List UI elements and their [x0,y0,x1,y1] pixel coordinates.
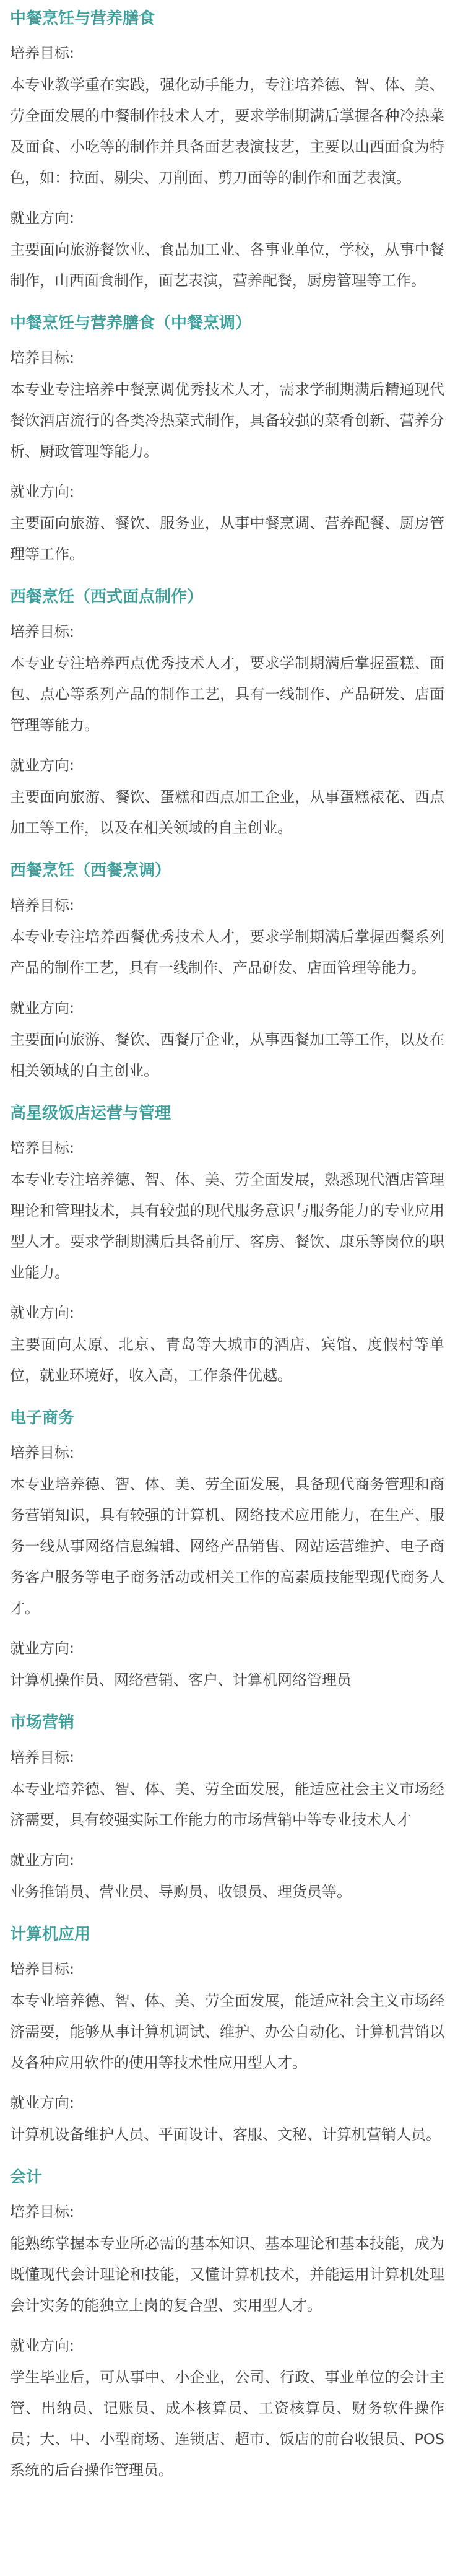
direction-label: 就业方向: [10,1852,75,1869]
direction-label: 就业方向: [10,2337,75,2354]
section-marketing [10,1704,444,1907]
section-title: 计算机应用 [10,1925,91,1944]
direction-text: 主要面向旅游、餐饮、西餐厅企业，从事西餐加工等工作，以及在相关领域的自主创业。 [10,1031,444,1079]
section-title: 市场营销 [10,1713,75,1732]
goal-label: 培养目标: [10,1139,75,1157]
direction-label: 就业方向: [10,483,75,500]
goal-text: 本专业培养德、智、体、美、劳全面发展，能适应社会主义市场经济需要，能够从事计算机调试、维护、办公自动化、计算机营销以及各种应用软件的使用等技术性应用型人才。 [10,1992,444,2071]
goal-text: 本专业专注培养西点优秀技术人才，要求学制期满后掌握蛋糕、面包、点心等系列产品的制作工艺，具有一线制作、产品研发、店面管理等能力。 [10,655,444,734]
goal-text: 能熟练掌握本专业所必需的基本知识、基本理论和基本技能，成为既懂现代会计理论和技能，又懂计算机技术，并能运用计算机处理会计实务的能独立上岗的复合型、实用型人才。 [10,2235,444,2314]
section-hotel-management [10,1095,444,1391]
direction-text: 主要面向太原、北京、青岛等大城市的酒店、宾馆、度假村等单位，就业环境好，收入高，工作条件优越。 [10,1336,444,1384]
section-title: 会计 [10,2168,43,2187]
direction-text: 计算机操作员、网络营销、客户、计算机网络管理员 [10,1671,352,1689]
direction-text: 主要面向旅游、餐饮、服务业，从事中餐烹调、营养配餐、厨房管理等工作。 [10,515,444,563]
goal-label: 培养目标: [10,1749,75,1766]
goal-text: 本专业培养德、智、体、美、劳全面发展，具备现代商务管理和商务营销知识，具有较强的计算机、网络技术应用能力，在生产、服务一线从事网络信息编辑、网络产品销售、网站运营维护、电子商务客户服务等电子商务活动或相关工作的高素质技能型现代商务人才。 [10,1476,444,1617]
direction-text: 主要面向旅游、餐饮、蛋糕和西点加工企业，从事蛋糕裱花、西点加工等工作，以及在相关领域的自主创业。 [10,788,444,837]
section-chinese-cooking [10,305,444,570]
direction-label: 就业方向: [10,1640,75,1657]
direction-label: 就业方向: [10,999,75,1017]
section-title: 西餐烹饪（西式面点制作） [10,588,204,606]
goal-label: 培养目标: [10,623,75,640]
section-chinese-cuisine-nutrition [10,0,444,296]
direction-label: 就业方向: [10,1304,75,1321]
goal-label: 培养目标: [10,45,75,62]
goal-text: 本专业专注培养中餐烹调优秀技术人才，需求学制期满后精通现代餐饮酒店流行的各类冷热菜式制作，具备较强的菜肴创新、营养分析、厨政管理等能力。 [10,381,444,460]
section-title: 高星级饭店运营与管理 [10,1104,171,1123]
direction-label: 就业方向: [10,757,75,774]
goal-label: 培养目标: [10,1960,75,1978]
section-title: 电子商务 [10,1409,75,1427]
goal-label: 培养目标: [10,349,75,367]
goal-text: 本专业专注培养德、智、体、美、劳全面发展，熟悉现代酒店管理理论和管理技术，具有较强的现代服务意识与服务能力的专业应用型人才。要求学制期满后具备前厅、客房、餐饮、康乐等岗位的职业能力。 [10,1171,444,1281]
section-title: 中餐烹饪与营养膳食 [10,9,155,28]
section-accounting [10,2159,444,2486]
section-e-commerce [10,1399,444,1695]
section-title: 中餐烹饪与营养膳食（中餐烹调） [10,314,252,333]
section-western-pastry [10,578,444,843]
direction-label: 就业方向: [10,209,75,227]
section-western-cooking [10,852,444,1086]
goal-text: 本专业专注培养西餐优秀技术人才，要求学制期满后掌握西餐系列产品的制作工艺，具有一线制作、产品研发、店面管理等能力。 [10,928,444,977]
direction-text: 学生毕业后，可从事中、小企业，公司、行政、事业单位的会计主管、出纳员、记账员、成本核算员、工资核算员、财务软件操作员；大、中、小型商场、连锁店、超市、饭店的前台收银员、POS 系统的后台操作管理员。 [10,2369,444,2479]
direction-text: 主要面向旅游餐饮业、食品加工业、各事业单位，学校，从事中餐制作，山西面食制作，面艺表演，营养配餐，厨房管理等工作。 [10,241,444,289]
direction-text: 业务推销员、营业员、导购员、收银员、理货员等。 [10,1883,352,1900]
goal-text: 本专业培养德、智、体、美、劳全面发展，能适应社会主义市场经济需要，具有较强实际工作能力的市场营销中等专业技术人才 [10,1780,444,1829]
goal-label: 培养目标: [10,1444,75,1461]
direction-text: 计算机设备维护人员、平面设计、客服、文秘、计算机营销人员。 [10,2126,441,2143]
section-title: 西餐烹饪（西餐烹调） [10,861,171,880]
direction-label: 就业方向: [10,2094,75,2112]
section-computer-application [10,1916,444,2150]
goal-label: 培养目标: [10,2203,75,2221]
goal-label: 培养目标: [10,897,75,914]
goal-text: 本专业教学重在实践，强化动手能力，专注培养德、智、体、美、劳全面发展的中餐制作技术人才，要求学制期满后掌握各种冷热菜及面食、小吃等的制作并具备面艺表演技艺，主要以山西面食为特色，如：拉面、剔尖、刀削面、剪刀面等的制作和面艺表演。 [10,76,444,186]
